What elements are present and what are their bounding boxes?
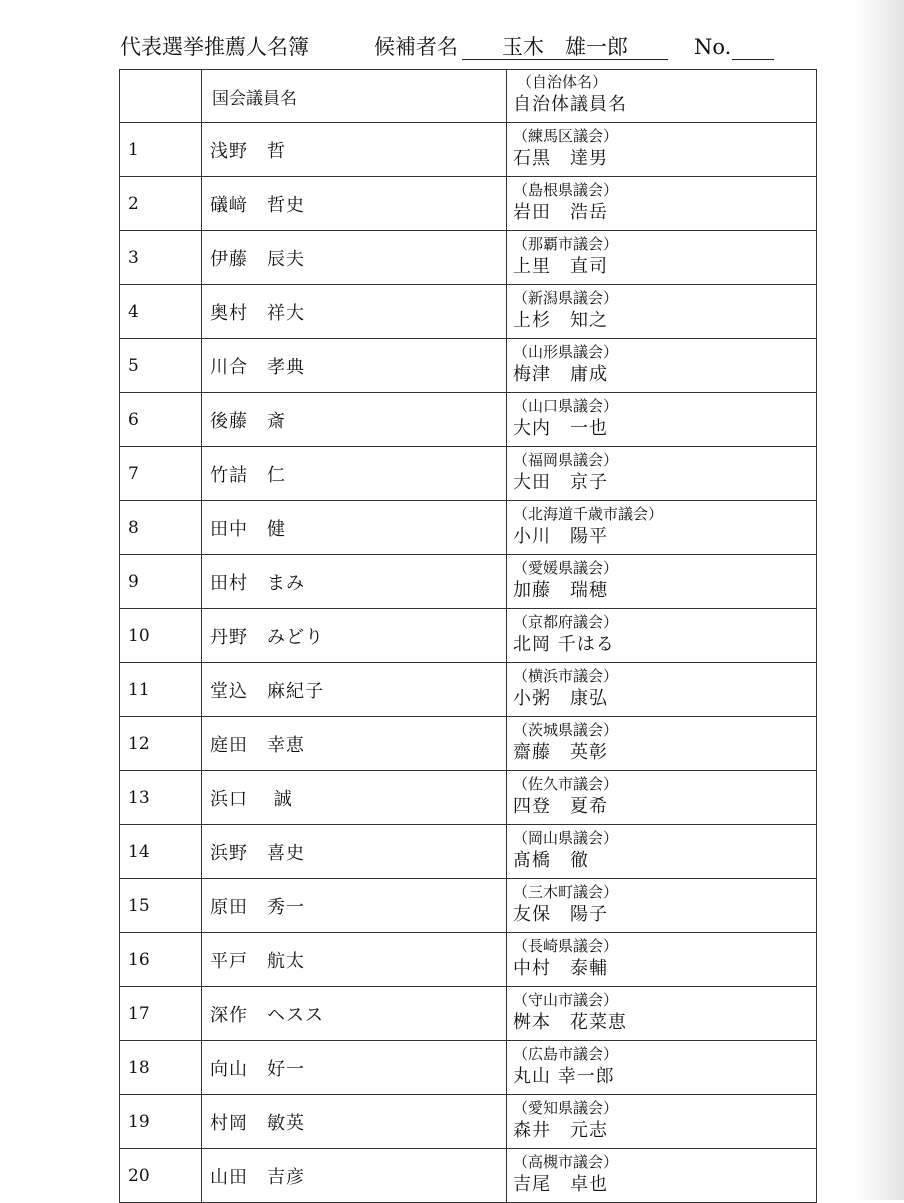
local-member-name: 小川 陽平 (513, 525, 608, 547)
local-member-name: 小粥 康弘 (513, 687, 608, 709)
row-number: 18 (120, 1041, 202, 1095)
municipality-name: （守山市議会） (513, 990, 619, 1009)
local-member-cell (507, 879, 817, 933)
municipality-name: （三木町議会） (513, 882, 619, 901)
local-member-cell (507, 1095, 817, 1149)
table-row (120, 717, 817, 771)
row-number: 13 (120, 771, 202, 825)
table-row (120, 933, 817, 987)
table-row (120, 501, 817, 555)
national-member-name: 川合 孝典 (202, 339, 507, 393)
municipality-name: （広島市議会） (513, 1044, 619, 1063)
table-row (120, 339, 817, 393)
local-member-cell (507, 987, 817, 1041)
municipality-name: （那覇市議会） (513, 234, 619, 253)
table-row (120, 393, 817, 447)
table-row (120, 771, 817, 825)
municipality-name: （長崎県議会） (513, 936, 619, 955)
local-member-name: 加藤 瑞穂 (513, 579, 608, 601)
local-member-cell (507, 231, 817, 285)
table-header-row (120, 70, 817, 123)
local-member-name: 齋藤 英彰 (513, 741, 608, 763)
national-member-name: 平戸 航太 (202, 933, 507, 987)
local-member-name: 森井 元志 (513, 1119, 608, 1141)
local-member-name: 上里 直司 (513, 255, 608, 277)
national-member-name: 伊藤 辰夫 (202, 231, 507, 285)
table-row (120, 177, 817, 231)
row-number: 20 (120, 1149, 202, 1203)
local-member-cell (507, 285, 817, 339)
municipality-name: （山形県議会） (513, 342, 619, 361)
national-member-name: 原田 秀一 (202, 879, 507, 933)
local-member-cell (507, 393, 817, 447)
national-member-name: 浜口 誠 (202, 771, 507, 825)
municipality-name: （新潟県議会） (513, 288, 619, 307)
municipality-name: （佐久市議会） (513, 774, 619, 793)
national-member-name: 後藤 斎 (202, 393, 507, 447)
local-member-name: 四登 夏希 (513, 795, 608, 817)
document-header (120, 29, 880, 65)
local-member-cell (507, 1149, 817, 1203)
row-number: 9 (120, 555, 202, 609)
national-member-name: 浜野 喜史 (202, 825, 507, 879)
local-member-name: 石黒 達男 (513, 147, 608, 169)
local-member-cell (507, 177, 817, 231)
local-member-cell (507, 501, 817, 555)
row-number: 10 (120, 609, 202, 663)
table-row (120, 1149, 817, 1203)
municipality-name: （島根県議会） (513, 180, 619, 199)
national-member-name: 浅野 哲 (202, 123, 507, 177)
municipality-name: （福岡県議会） (513, 450, 619, 469)
local-member-name: 桝本 花菜恵 (513, 1011, 627, 1033)
row-number: 14 (120, 825, 202, 879)
row-number: 17 (120, 987, 202, 1041)
national-member-name: 丹野 みどり (202, 609, 507, 663)
local-member-name: 中村 泰輔 (513, 957, 608, 979)
header-number-cell (120, 70, 202, 123)
national-member-name: 竹詰 仁 (202, 447, 507, 501)
page-edge-shadow (856, 0, 904, 1200)
local-member-cell (507, 933, 817, 987)
table-row (120, 663, 817, 717)
national-member-name: 田中 健 (202, 501, 507, 555)
municipality-name: （京都府議会） (513, 612, 619, 631)
table-row (120, 879, 817, 933)
local-member-name: 大田 京子 (513, 471, 608, 493)
local-member-cell (507, 717, 817, 771)
local-member-cell (507, 555, 817, 609)
number-label: No. (694, 35, 732, 59)
row-number: 5 (120, 339, 202, 393)
header-local-cell (507, 70, 817, 123)
municipality-name: （練馬区議会） (513, 126, 619, 145)
candidate-name: 玉木 雄一郎 (462, 29, 668, 60)
local-member-name: 吉尾 卓也 (513, 1173, 608, 1195)
local-member-cell (507, 1041, 817, 1095)
local-member-cell (507, 825, 817, 879)
municipality-name: （愛知県議会） (513, 1098, 619, 1117)
local-member-name: 北岡 千はる (513, 633, 615, 655)
local-member-name: 髙橋 徹 (513, 849, 589, 871)
number-blank-line (732, 29, 774, 60)
local-member-name: 友保 陽子 (513, 903, 608, 925)
header-local-name: 自治体議員名 (513, 94, 627, 115)
local-member-cell (507, 771, 817, 825)
table-row (120, 123, 817, 177)
row-number: 7 (120, 447, 202, 501)
recommender-table (119, 69, 817, 1203)
row-number: 19 (120, 1095, 202, 1149)
municipality-name: （愛媛県議会） (513, 558, 619, 577)
table-row (120, 825, 817, 879)
table-row (120, 609, 817, 663)
national-member-name: 村岡 敏英 (202, 1095, 507, 1149)
local-member-name: 丸山 幸一郎 (513, 1065, 615, 1087)
row-number: 6 (120, 393, 202, 447)
local-member-name: 梅津 庸成 (513, 363, 608, 385)
row-number: 11 (120, 663, 202, 717)
table-row (120, 987, 817, 1041)
municipality-name: （北海道千歳市議会） (513, 504, 664, 523)
local-member-cell (507, 123, 817, 177)
table-row (120, 555, 817, 609)
table-row (120, 1041, 817, 1095)
row-number: 15 (120, 879, 202, 933)
table-row (120, 1095, 817, 1149)
table-row (120, 285, 817, 339)
row-number: 16 (120, 933, 202, 987)
municipality-name: （横浜市議会） (513, 666, 619, 685)
local-member-cell (507, 609, 817, 663)
national-member-name: 田村 まみ (202, 555, 507, 609)
header-national-cell: 国会議員名 (202, 70, 507, 123)
national-member-name: 堂込 麻紀子 (202, 663, 507, 717)
table-row (120, 231, 817, 285)
national-member-name: 庭田 幸恵 (202, 717, 507, 771)
header-local-group: （自治体名） (517, 73, 608, 91)
local-member-name: 大内 一也 (513, 417, 608, 439)
row-number: 3 (120, 231, 202, 285)
row-number: 12 (120, 717, 202, 771)
local-member-cell (507, 339, 817, 393)
national-member-name: 深作 ヘスス (202, 987, 507, 1041)
national-member-name: 礒﨑 哲史 (202, 177, 507, 231)
row-number: 8 (120, 501, 202, 555)
local-member-name: 上杉 知之 (513, 309, 608, 331)
local-member-cell (507, 447, 817, 501)
row-number: 4 (120, 285, 202, 339)
municipality-name: （高槻市議会） (513, 1152, 619, 1171)
municipality-name: （山口県議会） (513, 396, 619, 415)
national-member-name: 奥村 祥大 (202, 285, 507, 339)
local-member-cell (507, 663, 817, 717)
local-member-name: 岩田 浩岳 (513, 201, 608, 223)
candidate-label: 候補者名 (374, 35, 458, 59)
row-number: 2 (120, 177, 202, 231)
national-member-name: 向山 好一 (202, 1041, 507, 1095)
municipality-name: （茨城県議会） (513, 720, 619, 739)
table-row (120, 447, 817, 501)
municipality-name: （岡山県議会） (513, 828, 619, 847)
document-title: 代表選挙推薦人名簿 (120, 35, 309, 59)
national-member-name: 山田 吉彦 (202, 1149, 507, 1203)
row-number: 1 (120, 123, 202, 177)
